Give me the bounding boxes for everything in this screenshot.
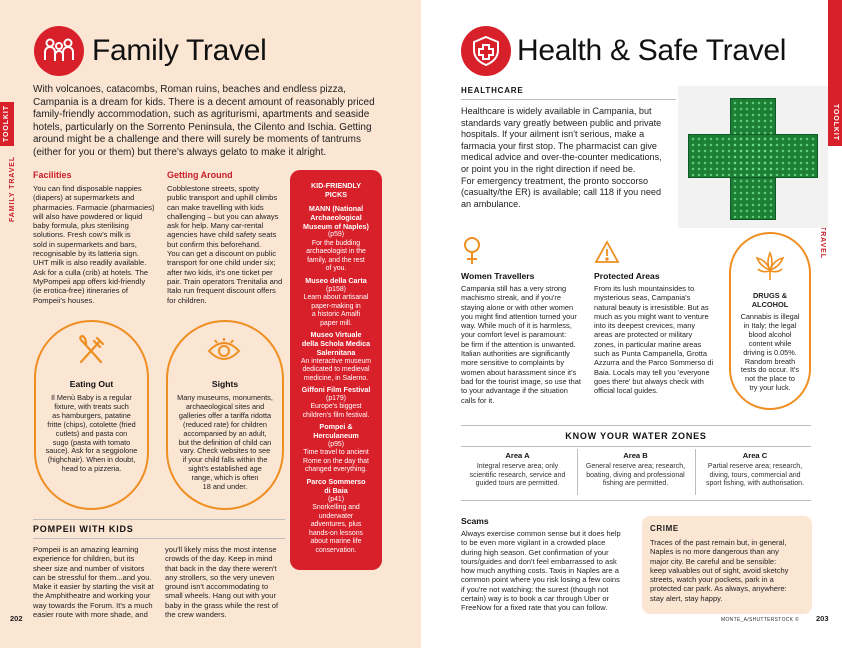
pompeii-heading: POMPEII WITH KIDS [33, 524, 134, 534]
pick-desc: (p59) For the budding archaeologist in the family, and the rest of you. [306, 231, 366, 273]
scams-text: Always exercise common sense but it does help to be even more vigilant in a crowded place during high season. Get confirmation of your tours/guides and don't feel embarrassed to ask how much anything costs. Taxis in Naples are a common point where you risk losing a few coins if you're not watching: the surest (though not certain) way is to book a car through Uber or FreeNow for a fixed rate that you can follow. [461, 529, 621, 613]
sights-text: Many museums, monuments, archaeological sites and galleries offer a tariffa ridotta (reduced rate) for children accompanied by an adult, but the definition of child can vary. Check websites to see if your child falls within the sight's established age range, which is often 18 and under. [177, 393, 273, 492]
intro-line: With volcanoes, catacombs, Roman ruins, beaches and endless pizza, [33, 84, 346, 95]
page-title: Health & Safe Travel [517, 34, 787, 67]
warning-icon [594, 240, 620, 264]
toolkit-label: TOOLKIT [832, 104, 839, 141]
intro-line: (either for you or them) but there's always gelato to make it alright. [33, 146, 327, 158]
right-page [421, 0, 842, 648]
cannabis-leaf-icon [752, 250, 788, 282]
kid-friendly-picks-box [290, 170, 382, 570]
zone-text: Integral reserve area; only scientific research, service and guided tours are permitted. [469, 463, 566, 488]
pick-item [294, 386, 378, 420]
female-symbol-icon [461, 236, 483, 266]
pick-desc: (p41) Snorkelling and underwater adventures, plus hands-on lessons about marine life conservation. [308, 495, 363, 554]
divider [33, 538, 285, 539]
zone-name: Area C [742, 451, 768, 460]
protected-heading: Protected Areas [594, 271, 660, 281]
drugs-heading: DRUGS & ALCOHOL [751, 291, 789, 309]
water-zones-heading: KNOW YOUR WATER ZONES [565, 431, 707, 441]
scams-heading: Scams [461, 516, 489, 526]
women-text: Campania still has a very strong machismo streak, and if you're staying alone or with other women you might find attention turned your way. While much of it is harmless, your comfort level is paramount: be firm if the attention is unwanted. Italian authorities are significantly more sensitive to complaints by women about harassment since it's bad for the tourist image, so use that to your advantage if the situation calls for it. [461, 284, 581, 405]
zone-name: Area B [623, 451, 648, 460]
page-title: Family Travel [92, 34, 267, 67]
eating-out-heading: Eating Out [69, 379, 114, 389]
pick-name: Museo della Carta [305, 275, 367, 285]
pick-name: Giffoni Film Festival [301, 385, 371, 395]
pick-item [294, 423, 378, 475]
divider [461, 425, 811, 426]
toolkit-label: TOOLKIT [3, 105, 10, 142]
divider [461, 99, 676, 100]
zone-text: Partial reserve area; research, diving, tours, commercial and sport fishing, with authorisation. [705, 463, 805, 488]
pick-item [294, 331, 378, 383]
divider [695, 449, 696, 495]
facilities-text: You can find disposable nappies (diapers) at supermarkets and pharmacies. Farmacie (pharmacies) will also have powdered or liquid baby formula, plus sterilising solutions. Fresh cow's milk is sold in supermarkets and bars, recognisable by its latteria sign. UHT milk is also readily available. Ask for a culla (crib) at hotels. The MyPompeii app offers kid-friendly (ie erotica-free) itineraries of Pompeii's houses. [33, 184, 155, 305]
picks-heading: KID-FRIENDLY PICKS [310, 181, 362, 199]
eating-out-text: Il Menù Baby is a regular fixture, with treats such as hamburgers, patatine fritte (chips), cotolette (fried cutlets) and pasta con sugo (pasta with tomato sauce). Ask for a seggiolone (highchair). When in doubt, head to a pizzeria. [45, 393, 138, 474]
pick-name: Pompei & Herculaneum [313, 422, 359, 441]
pick-name: MANN (National Archaeological Museum of Naples) [303, 204, 369, 231]
sights-heading: Sights [211, 379, 239, 389]
toolkit-tab [0, 102, 14, 146]
healthcare-text: Healthcare is widely available in Campania, but standards vary greatly between public and private hospitals. If your ailment isn't serious, make a farmacia your first stop. The pharmacist can give medical advice and over-the-counter medications, or point you in the right direction if need be. For emergency treatment, the pronto soccorso (casualty/the ER) is available; call 118 if you need an ambulance. [461, 106, 662, 209]
pick-desc: (p158) Learn about artisanal paper-making in a historic Amalfi paper mill. [303, 285, 369, 327]
pick-name: Museo Virtuale della Schola Medica Salernitana [301, 330, 371, 357]
page-number: 203 [816, 614, 829, 623]
healthcare-heading: HEALTHCARE [461, 86, 524, 95]
pick-item [294, 478, 378, 555]
getting-around-heading: Getting Around [167, 170, 233, 180]
getting-around-text: Cobblestone streets, spotty public transport and uphill climbs can make travelling with kids challenging – but you can always ask for help. Many car-rental agencies have child safety seats but confirm this beforehand. You can get a discount on public transport for one child under six; after two kids, it's one ticket per pair. Train operators Trenitalia and Italo run frequent discount offers for children. [167, 184, 283, 305]
divider [461, 446, 811, 447]
pick-item [294, 277, 378, 328]
cutlery-icon [74, 334, 108, 368]
zone-name: Area A [505, 451, 530, 460]
pick-desc: (p95) Time travel to ancient Rome on the day that changed everything. [303, 440, 369, 474]
intro-line: hotels, particularly on the Sorrento Peninsula, the Cilento and Ischia. Getting [33, 121, 372, 133]
women-heading: Women Travellers [461, 271, 535, 281]
intro-line: family-friendly accommodation, such as agriturismi, apartments and seaside [33, 109, 370, 121]
zone-text: General reserve area; research, boating, diving and professional fishing are permitted. [585, 463, 686, 488]
pompeii-text-col2: you'll likely miss the most intense crowds of the day. Keep in mind that back in the day there weren't any strollers, so the very uneven ground isn't accommodating to small wheels. Hang out with your baby in the grass while the rest of the crew wanders. [165, 545, 279, 620]
pick-item [294, 205, 378, 274]
toolkit-tab [828, 0, 842, 146]
intro-paragraph [33, 84, 383, 160]
pharmacy-cross-photo [678, 86, 828, 228]
crime-text: Traces of the past remain but, in general, Naples is no more dangerous than any major city. Be careful and be sensible: keep valuables out of sight, avoid sketchy streets, watch your pockets, park in a protected car park. As always, anywhere: stay alert, stay happy. [650, 538, 789, 603]
page-number: 202 [10, 614, 23, 623]
divider [33, 519, 285, 520]
pick-desc: An interactive museum dedicated to medieval medicine, in Salerno. [300, 357, 372, 382]
pompeii-text-col1: Pompeii is an amazing learning experience for children, but its sheer size and number of visitors can be stressful for them...and you. Make it easier by starting the visit at the Amphitheatre and working your way towards the Forum. It's a much easier route with more shade, and [33, 545, 154, 620]
pick-desc: (p179) Europe's biggest children's film festival. [302, 394, 370, 419]
drugs-text: Cannabis is illegal in Italy; the legal blood alcohol content while driving is 0.05%. Random breath tests do occur. It's not the place to try your luck. [740, 312, 800, 393]
family-icon [34, 26, 84, 76]
section-label: FAMILY TRAVEL [9, 155, 16, 222]
facilities-heading: Facilities [33, 170, 72, 180]
intro-line: around might be a challenge and there will surely be moments of tantrums [33, 134, 361, 146]
crime-box [642, 516, 812, 614]
pick-name: Parco Sommerso di Baia [306, 476, 366, 495]
divider [577, 449, 578, 495]
picks-list [294, 205, 378, 555]
divider [461, 500, 811, 501]
intro-line: Campania is a dream for kids. There is a decent amount of reasonably priced [33, 96, 375, 108]
photo-credit: MONTE_A/SHUTTERSTOCK © [721, 617, 799, 623]
eye-icon [206, 337, 242, 365]
crime-heading: CRIME [650, 524, 679, 533]
first-aid-icon [461, 26, 511, 76]
cross-leds [732, 100, 774, 218]
protected-text: From its lush mountainsides to mysterious seas, Campania's natural beauty is irresistible. But as much as you might want to venture into its deepest crevices, many areas are protected or military zones, in particular marine areas such as Punta Campanella, Grotta Azzurra and the Parco Sommerso di Baia. Locals may tell you 'everyone goes there' but always check with official local guides. [594, 284, 714, 396]
